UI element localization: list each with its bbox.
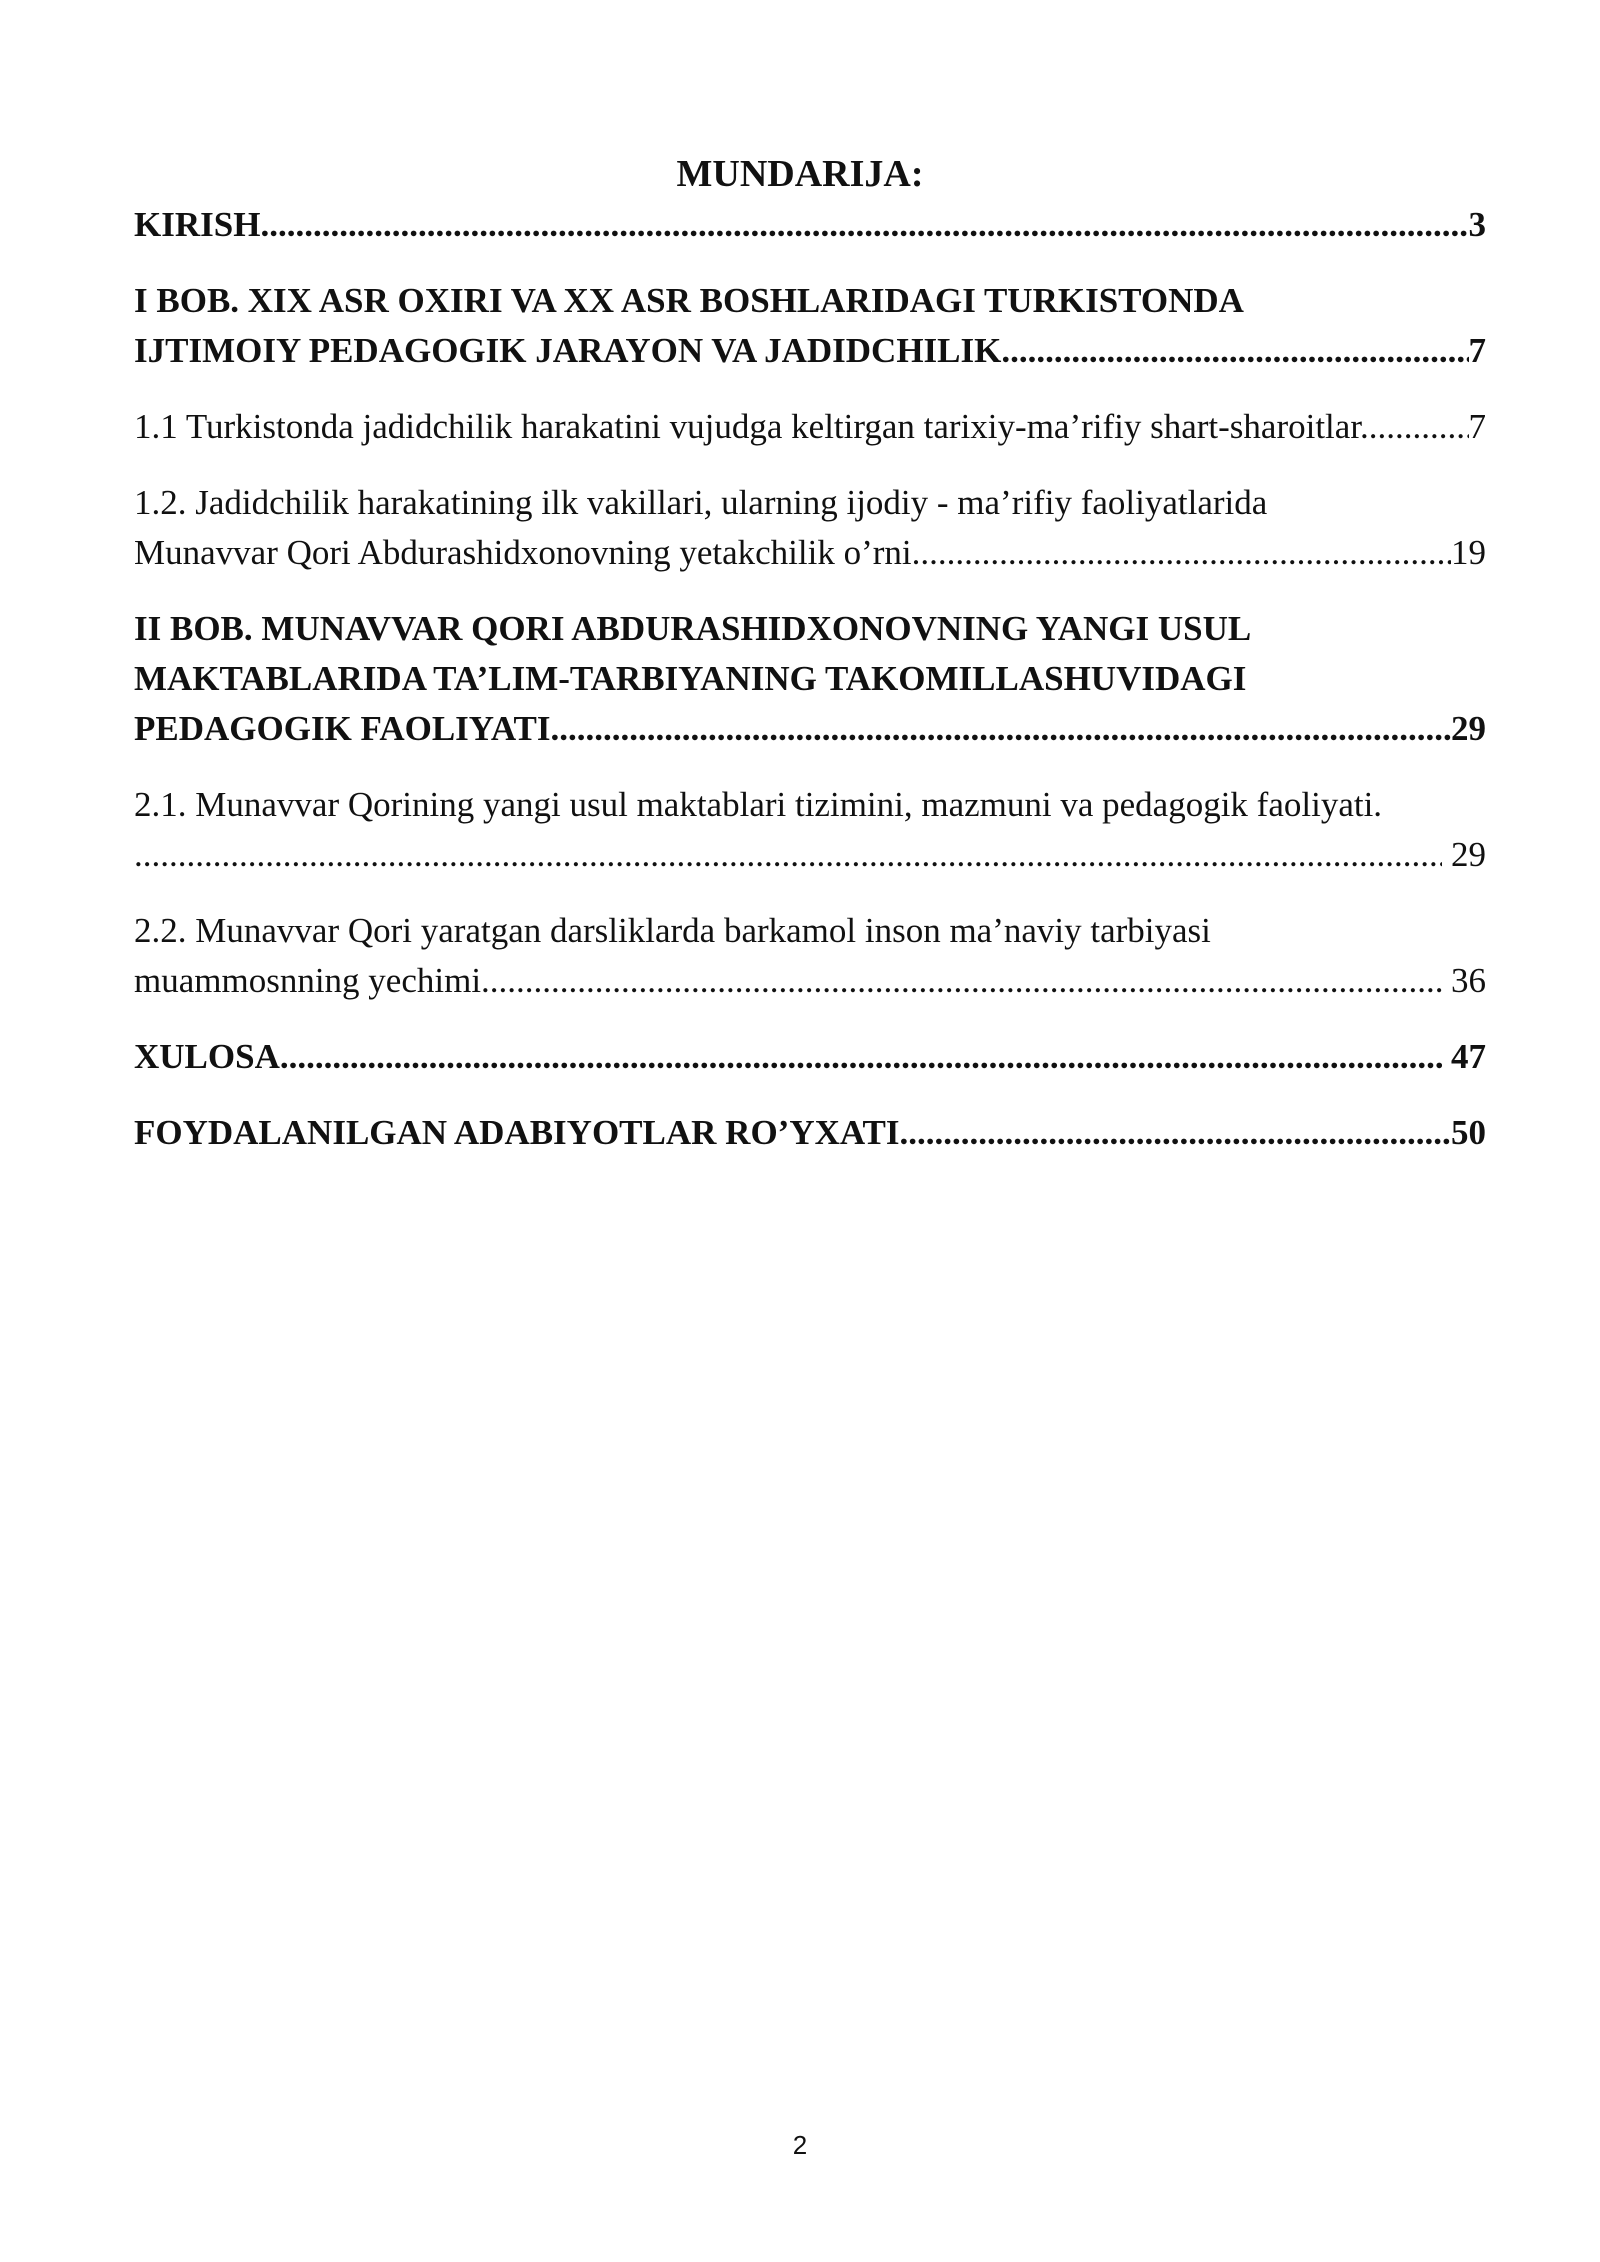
toc-entry-title: XULOSA: [134, 1037, 280, 1076]
toc-page-number: 50: [1451, 1113, 1486, 1152]
toc-page-number: 29: [1442, 835, 1486, 874]
page-title: MUNDARIJA:: [676, 153, 924, 195]
toc-leader-dots: [134, 830, 1442, 880]
toc-entry-section-1-2[interactable]: [134, 478, 1486, 578]
toc-entry-title: IJTIMOIY PEDAGOGIK JARAYON VA JADIDCHILIK: [134, 331, 1002, 370]
toc-entry-section-2-1[interactable]: [134, 780, 1486, 880]
toc-leader-dots: [900, 1108, 1451, 1158]
toc-entry-title-line: I BOB. XIX ASR OXIRI VA XX ASR BOSHLARIDAGI TURKISTONDA: [134, 281, 1244, 320]
toc-leader-dots: [551, 704, 1452, 754]
toc-entry-title: 1.1 Turkistonda jadidchilik harakatini vujudga keltirgan tarixiy-ma’rifiy shart-sharoitlar.: [134, 407, 1369, 446]
toc-entry-title: PEDAGOGIK FAOLIYATI: [134, 709, 551, 748]
toc-page-number: 19: [1451, 533, 1486, 572]
toc-entry-title: KIRISH: [134, 205, 261, 244]
toc-entry-title: FOYDALANILGAN ADABIYOTLAR RO’YXATI: [134, 1113, 900, 1152]
toc-leader-dots: [1369, 402, 1469, 452]
toc-leader-dots: [912, 528, 1451, 578]
toc-leader-dots: [1001, 326, 1468, 376]
toc-entry-title: Munavvar Qori Abdurashidxonovning yetakchilik o’rni: [134, 533, 912, 572]
toc-entry-bibliography[interactable]: [134, 1108, 1486, 1158]
page-number: 2: [792, 2130, 808, 2160]
toc-page-number: 36: [1442, 961, 1486, 1000]
toc-leader-dots: [280, 1032, 1442, 1082]
toc-entry-kirish[interactable]: [134, 200, 1486, 250]
toc-entry-chapter-2[interactable]: [134, 604, 1486, 754]
toc-page-number: 7: [1468, 331, 1486, 370]
toc-entry-xulosa[interactable]: [134, 1032, 1486, 1082]
toc-entry-title-line: 1.2. Jadidchilik harakatining ilk vakillari, ularning ijodiy - ma’rifiy faoliyatlarida: [134, 483, 1268, 522]
toc-page-number: 7: [1468, 407, 1486, 446]
table-of-contents: [134, 200, 1486, 1158]
toc-entry-title-line: II BOB. MUNAVVAR QORI ABDURASHIDXONOVNING YANGI USUL MAKTABLARIDA TA’LIM-TARBIYANING TAKOMILLASHUVIDAGI: [134, 609, 1250, 698]
toc-entry-chapter-1[interactable]: [134, 276, 1486, 376]
toc-entry-title-line: 2.1. Munavvar Qorining yangi usul maktablari tizimini, mazmuni va pedagogik faoliyati.: [134, 785, 1383, 824]
toc-entry-section-1-1[interactable]: [134, 402, 1486, 452]
toc-page-number: 29: [1451, 709, 1486, 748]
toc-leader-dots: [481, 956, 1442, 1006]
toc-entry-title-line: 2.2. Munavvar Qori yaratgan darsliklarda barkamol inson ma’naviy tarbiyasi: [134, 911, 1211, 950]
toc-page-number: 3: [1468, 205, 1486, 244]
toc-leader-dots: [260, 200, 1468, 250]
toc-entry-title: muammosnning yechimi: [134, 961, 482, 1000]
toc-entry-section-2-2[interactable]: [134, 906, 1486, 1006]
toc-page-number: 47: [1442, 1037, 1486, 1076]
